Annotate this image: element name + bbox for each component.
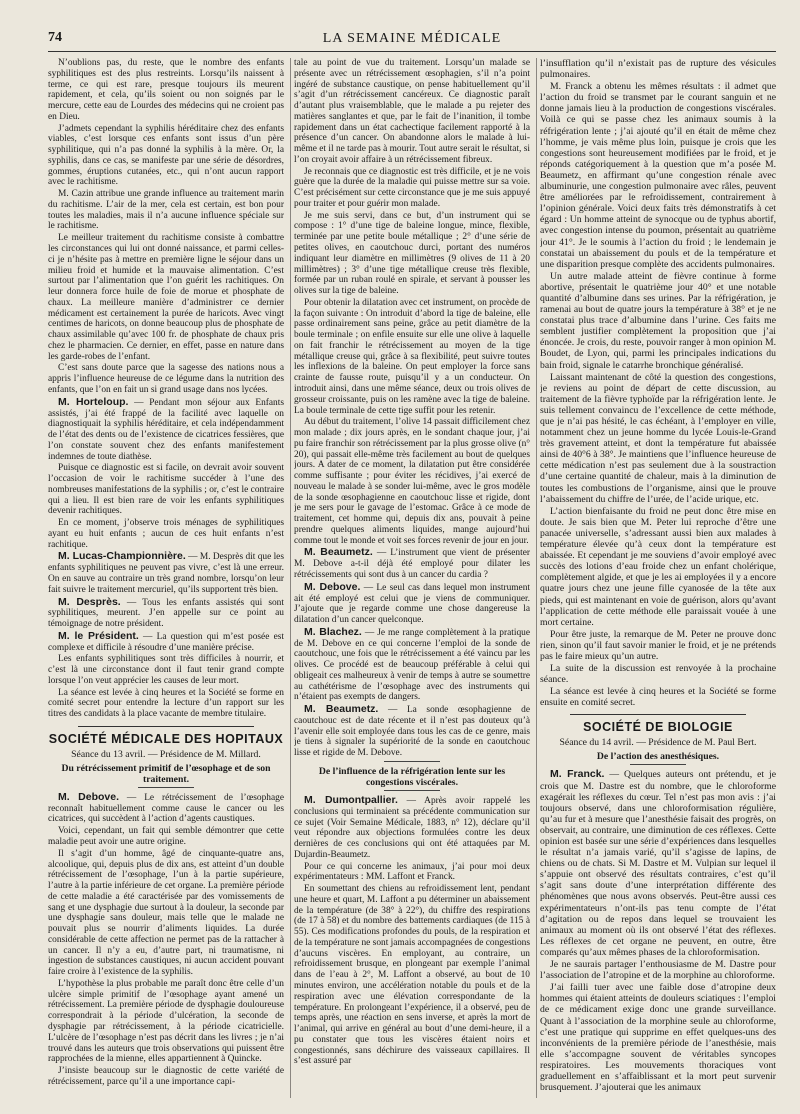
- page-header: [48, 30, 776, 52]
- paragraph-text: M. Franck a obtenu les mêmes résultats : il admet que l’action du froid se transmet par le courant sanguin et ne donne jamais lieu à la production de congestions viscérales. Voilà ce qui se passe chez les animaux soumis à la réfrigération lente ; j’ai ajouté qu’il en était de même chez l’homme, je vais même plus loin, puisque je crois que les congestions sont heureusement modifiées par le froid, et je réponds catégoriquement à la question que m’a posée M. Beaumetz, en affirmant qu’une congestion rénale avec albuminurie, une congestion pulmonaire avec râles, peuvent être améliorées par le refroidissement, contrairement à l’opinion générale. Voici deux faits très démonstratifs à cet égard : Un homme atteint de synocque ou de typhus abortif, avec congestion intense du poumon, présentait au quatrième jour 41°. Je le soumis à l’action du froid ; le lendemain je constatai un abaissement du pouls et de la température et une disparition presque complète des accidents pulmonaires.: [540, 81, 776, 270]
- paragraph-text: Pour obtenir la dilatation avec cet instrument, on procède de la façon suivante : On introduit d’abord la tige de baleine, elle passe ordinairement sans peine, grâce au petit diamètre de la boule terminale ; on enfile ensuite sur elle une olive à laquelle on fait franchir le rétrécissement au moyen de la tige métallique creuse qui, grâce à sa flexibilité, peut suivre toutes les inflexions de la baleine. On peut employer la force sans crainte de fausse route, puisqu’il y a un conducteur. On introduit ainsi, dans une même séance, deux ou trois olives de grosseur croissante, puis on les ramène avec la tige de baleine. La boule terminale de cette tige suffit pour les retenir.: [294, 297, 530, 416]
- session-line: Séance du 14 avril. — Présidence de M. Paul Bert.: [559, 737, 757, 749]
- subtitle-rule: [384, 790, 440, 791]
- session-line: Séance du 13 avril. — Présidence de M. Millard.: [71, 748, 261, 760]
- paragraph: [48, 518, 284, 550]
- paragraph: [48, 826, 284, 848]
- paragraph-text: — Tous les enfants assistés qui sont syphilitiques, meurent. J’en appelle sur ce point au témoignage de notre président.: [48, 597, 284, 630]
- paragraph: [48, 58, 284, 123]
- section-subtitle: De l’action des anesthésiques.: [596, 751, 720, 763]
- subtitle-rule: [630, 764, 686, 765]
- paragraph-text: Le meilleur traitement du rachitisme consiste à combattre les circonstances qui lui ont donné naissance, et parmi celles-ci je n’hésite pas à mettre en première ligne le séjour dans un milieu froid et humide et la mauvaise alimentation. C’est surtout par l’alimentation que l’on guérit les rachitiques. On leur donnera force huile de foie de morue et phosphate de chaux. La meilleure manière d’administrer ce dernier médicament est certainement la purée de haricots. Avec vingt centimes de haricots, on donne beaucoup plus de phosphate de chaux assimilable qu’avec 100 fr. de phosphate de chaux pris chez le pharmacien. Ce dernier, en effet, passe en nature dans les garde-robes de l’enfant.: [48, 233, 284, 362]
- paragraph-text: N’oublions pas, du reste, que le nombre des enfants syphilitiques est des plus restreints. Lorsqu’ils naissent à terme, ce qui est rare, presque toujours ils meurent rapidement, et cela, qu’ils soient ou non soignés par le mercure, cette eau de Lourdes des médecins qui ne croient pas en Dieu.: [48, 58, 284, 122]
- paragraph: [540, 372, 776, 505]
- speaker-name: M. Beaumetz.: [304, 703, 379, 716]
- paragraph-text: M. Cazin attribue une grande influence au traitement marin du rachitisme. L’air de la mer, cela est certain, est bon pour toutes les maladies, mais il n’a aucune influence spéciale sur le rachitisme.: [48, 189, 284, 232]
- paragraph: [48, 631, 284, 654]
- paragraph-text: La séance est levée à cinq heures et la Société se forme en comité secret pour entendre la lecture d’un rapport sur les titres des candidats à la place vacante de membre titulaire.: [48, 687, 284, 720]
- paragraph: [540, 982, 776, 1093]
- paragraph: [540, 506, 776, 628]
- paragraph-text: C’est sans doute parce que la sagesse des nations nous a appris l’influence heureuse de ce légume dans la nutrition des enfants, que l’on en fait un si grand usage dans nos lycées.: [48, 363, 284, 395]
- paragraph: [48, 124, 284, 189]
- paragraph: [294, 627, 530, 703]
- paragraph: [48, 979, 284, 1065]
- paragraph: [48, 688, 284, 720]
- subsection-title: De l’influence de la réfrigération lente sur les congestions viscérales.: [318, 766, 506, 788]
- paragraph: [48, 654, 284, 686]
- paragraph-text: Pour être juste, la remarque de M. Peter ne prouve donc rien, sinon qu’il faut savoir manier le froid, et je ne prétends pas le faire mieux qu’un autre.: [540, 628, 776, 662]
- paragraph-text: Pour ce qui concerne les animaux, j’ai pour moi deux expérimentateurs : MM. Laffont et Franck.: [294, 861, 530, 883]
- paragraph-text: Laissant maintenant de côté la question des congestions, je reviens au point de départ de cette discussion, au traitement de la fièvre typhoïde par la réfrigération lente. Je suis tellement convaincu de l’excellence de cette méthode, que je n’ai pas hésité, le cas échéant, à l’employer en ville, notamment chez un jeune homme du lycée Louis-le-Grand très gravement atteint, et dont la température fut abaissée ainsi de 40°6 à 38°. Je maintiens que l’influence heureuse de cette médication n’est pas seulement due à la soustraction d’une certaine quantité de chaleur, mais à la diminution de toutes les combustions de l’organisme, ainsi que le prouve l’abaissement du chiffre de l’urée, de l’acide urique, etc.: [540, 371, 776, 505]
- paragraph-text: — Après avoir rappelé les conclusions qui terminaient sa précédente communication sur ce sujet (Voir Semaine Médicale, 1883, n° 12), déclare qu’il veut répondre aux objections formulées contre les deux dernières de ces conclusions qui ont été attaquées par M. Dujardin-Beaumetz.: [294, 796, 530, 860]
- paragraph-text: — M. Desprès dit que les enfants syphilitiques ne peuvent pas vivre, c’est là une erreur. On en sauve au contraire un très grand nombre, lorsqu’on leur fait suivre le traitement mercuriel, qu’ils supportent très bien.: [48, 552, 284, 595]
- paragraph: [294, 58, 530, 166]
- paragraph-text: Voici, cependant, un fait qui semble démontrer que cette maladie peut avoir une autre origine.: [48, 826, 284, 847]
- paragraph-text: La suite de la discussion est renvoyée à la prochaine séance.: [540, 663, 776, 686]
- paragraph-text: J’insiste beaucoup sur le diagnostic de cette variété de rétrécissement, parce qu’il a une importance capi-: [48, 1066, 284, 1087]
- section-title: SOCIÉTÉ DE BIOLOGIE: [583, 720, 733, 735]
- paragraph-text: J’ai failli tuer avec une faible dose d’atropine deux hommes qui étaient atteints de douleurs sciatiques : l’emploi de ce médicament exige donc une grande surveillance. Quant à l’association de la morphine seule au chloroforme, c’est une pratique qui supprime en effet quelques-uns des inconvénients de la première période de l’anesthésie, mais elle s’accompagne souvent de véritables syncopes respiratoires. Les mouvements thoraciques vont graduellement en s’affaiblissant et la mort peut survenir brusquement. J’ajouterai que les animaux: [540, 982, 776, 1094]
- paragraph-text: Puisque ce diagnostic est si facile, on devrait avoir souvent l’occasion de voir le rachitisme succéder à l’une des nombreuses manifestations de la syphilis ; or, c’est le contraire qui a lieu. Il est bien rare de voir les enfants syphilitiques devenir rachitiques.: [48, 463, 284, 517]
- text-columns: [48, 58, 776, 1098]
- paragraph-text: Au début du traitement, l’olive 14 passait difficilement chez mon malade ; dix jours après, en le sondant chaque jour, j’ai pu faire franchir son rétrécissement par la plus grosse olive (n° 20), qui passait elle-même très facilement au bout de quelques jours. A dater de ce moment, la dilatation put être considérée comme suffisante ; pour éviter les récidives, j’ai exercé de nouveau le malade à se sonder lui-même, avec le gros modèle de la sonde œsophagienne en caoutchouc lisse et rigide, dont je me sers pour le gavage de l’estomac. Grâce à ce mode de traitement, cet homme qui, depuis dix ans, pouvait à peine prendre quelques aliments liquides, mange aujourd’hui comme tout le monde et voit ses forces revenir de jour en jour.: [294, 417, 530, 546]
- paragraph: [48, 233, 284, 362]
- speaker-name: M. Debove.: [58, 790, 119, 803]
- column-3: [540, 58, 776, 1098]
- paragraph: [294, 862, 530, 884]
- paragraph: [294, 884, 530, 1067]
- paragraph-text: l’insufflation qu’il n’existait pas de rupture des vésicules pulmonaires.: [540, 58, 776, 81]
- paragraph-text: En soumettant des chiens au refroidissement lent, pendant une heure et quart, M. Laffont a pu déterminer un abaissement de la température (de 38° à 22°), du chiffre des respirations (de 17 à 58) et du nombre des battements cardiaques (de 115 à 55). Ces modifications profondes du pouls, de la respiration et de la température ne sont jamais accompagnées de congestions d’aucuns viscères. En employant, au contraire, un refroidissement brusque, en plongeant par exemple l’animal dans de l’eau à 2°, M. Laffont a observé, au bout de 10 minutes environ, une accélération notable du pouls et de la respiration avec une élévation correspondante de la température. En prolongeant l’expérience, il a observé, peu de temps après, une réaction en sens inverse, et après la mort de l’animal, qui arrive en général au bout d’une demi-heure, il a pu constater que tous les viscères étaient noirs et congestionnés, sans déchirure des vaisseaux capillaires. Il s’est assuré par: [294, 884, 530, 1067]
- paragraph: [48, 1066, 284, 1088]
- paragraph-text: — La sonde œsophagienne de caoutchouc est de date récente et il n’est pas douteux qu’à l’avenir elle soit employée dans tous les cas de ce genre, mais je tiens à signaler la supériorité de la sonde en caoutchouc lisse et rigide de M. Debove.: [294, 705, 530, 759]
- section-rule: [78, 726, 254, 727]
- paragraph: [540, 81, 776, 270]
- paragraph-text: En ce moment, j’observe trois ménages de syphilitiques ayant eu huit enfants ; aucun de ces huit enfants n’est rachitique.: [48, 518, 284, 550]
- column-1: [48, 58, 284, 1098]
- speaker-name: M. Horteloup.: [58, 395, 129, 408]
- speaker-name: M. Dumontpallier.: [304, 794, 398, 806]
- paragraph-text: L’hypothèse la plus probable me paraît donc être celle d’un ulcère simple primitif de l’œsophage ayant amené un rétrécissement. La première période de dysphagie douloureuse correspondrait à la période d’ulcération, la seconde de dysphagie par rétrécissement, à la période cicatricielle. L’ulcère de l’œsophage n’est pas décrit dans les livres ; je n’ai trouvé dans les auteurs que trois observations qui puissent être rapprochées de la mienne, elles appartiennent à Quincke.: [48, 978, 284, 1065]
- subtitle-rule: [138, 787, 194, 788]
- paragraph-text: — Le seul cas dans lequel mon instrument ait été employé est celui que je viens de communiquer. J’ajoute que je regarde comme une chose dangereuse la dilatation d’un cancer quelconque.: [294, 582, 530, 626]
- paragraph: [48, 189, 284, 232]
- paragraph-text: Je reconnais que ce diagnostic est très difficile, et je ne vois guère que la durée de la maladie qui puisse mettre sur sa voie. C’est précisément sur cette circonstance que je me suis appuyé pour traiter et pour guérir mon malade.: [294, 166, 530, 209]
- paragraph-text: — La question qui m’est posée est complexe et difficile à résoudre d’une manière précise.: [48, 631, 284, 653]
- paragraph: [294, 547, 530, 580]
- section-rule: [570, 714, 746, 715]
- paragraph-text: Il s’agit d’un homme, âgé de cinquante-quatre ans, alcoolique, qui, depuis plus de dix ans, est atteint d’un double rétrécissement de l’œsophage, l’un à la partie supérieure, l’autre à la partie inférieure de cet organe. La première période de cette maladie a été caractérisée par des vomissements de sang et une dysphagie due surtout à la douleur, la seconde par une dysphagie sans douleur, mais telle que le malade ne pouvait plus se nourrir d’aliments liquides. La durée considérable de cette affection ne permet pas de la rattacher à un cancer. Il n’y a eu, d’autre part, ni traumatisme, ni ingestion de substances caustiques, ni aucun accident pouvant faire croire à l’existence de la syphilis.: [48, 848, 284, 978]
- paragraph: [540, 769, 776, 958]
- header-rule: [48, 51, 776, 52]
- paragraph: [294, 704, 530, 759]
- section-subtitle: Du rétrécissement primitif de l’œsophage et de son traitement.: [61, 762, 271, 785]
- paragraph: [48, 363, 284, 395]
- paragraph: [540, 629, 776, 662]
- paragraph: [48, 551, 284, 595]
- paragraph-text: L’action bienfaisante du froid ne peut donc être mise en doute. Je sais bien que M. Peter lui reproche d’être une panacée universelle, s’adressant aussi bien aux malades à température élevée qu’à ceux dont la température est abaissée. Et cependant je me souviens d’avoir employé avec succès des lotions d’eau froide chez un enfant cholérique, complètement algide, et que je les ai employées il y a encore quatre jours chez une jeune fille cyanosée de la tête aux pieds, qui est maintenant en voie de guérison, alors qu’avant l’application de cette méthode elle paraissait vouée à une mort certaine.: [540, 505, 776, 628]
- subtitle-rule: [384, 761, 440, 762]
- paragraph: [540, 686, 776, 708]
- paragraph: [294, 795, 530, 861]
- paragraph: [540, 959, 776, 981]
- paragraph-text: Je ne saurais partager l’enthousiasme de M. Dastre pour l’association de l’atropine et de la morphine au chloroforme.: [540, 959, 776, 982]
- page-number: 74: [48, 30, 62, 45]
- paragraph-text: Un autre malade atteint de fièvre continue à forme abortive, présentait le quatrième jour 40° et une notable quantité d’albumine dans ses urines. Par la réfrigération, je ramenai au bout de quatre jours la température à 38° et je ne constatai plus trace d’albumine dans l’urine. Ces faits me semblent justifier complètement la proposition que j’ai énoncée. Je crois, du reste, pouvoir ranger à mon opinion M. Boudet, de Lyon, qui, parmi les principales indications du bain froid, signale le catarrhe bronchique généralisé.: [540, 270, 776, 371]
- speaker-name: M. le Président.: [58, 629, 139, 642]
- paragraph: [294, 167, 530, 210]
- paragraph: [48, 792, 284, 825]
- paragraph: [540, 663, 776, 685]
- paragraph: [48, 597, 284, 630]
- column-2: [294, 58, 530, 1098]
- paragraph-text: — Pendant mon séjour aux Enfants assistés, j’ai été frappé de la facilité avec laquelle on diagnostiquait la syphilis héréditaire, et cela indépendamment de l’état des dents ou de l’existence de cicatrices fessières, que l’on constate souvent chez des enfants manifestement indemnes de toute diathèse.: [48, 397, 284, 462]
- speaker-name: M. Debove.: [304, 580, 361, 593]
- paragraph-text: — Le rétrécissement de l’œsophage reconnaît habituellement comme cause le cancer ou les cicatrices, qui succèdent à l’action d’agents caustiques.: [48, 792, 284, 825]
- paragraph: [540, 58, 776, 80]
- paragraph: [294, 211, 530, 297]
- paragraph-text: J’admets cependant la syphilis héréditaire chez des enfants viables, c’est lorsque ces enfants sont issus d’un père syphilitique, qui n’a pas donné la syphilis à la mère. Or, la syphilis, dans ce cas, se manifeste par une série de désordres, gommes, éruptions cutanées, etc., qui n’ont aucun rapport avec le rachitisme.: [48, 123, 284, 188]
- paragraph-text: — Je me range complètement à la pratique de M. Debove en ce qui concerne l’emploi de la sonde de caoutchouc, une fois que le rétrécissement a été vaincu par les olives. Ce procédé est de beaucoup préférable à celui qui obligeait ces malheureux à venir de temps à autre se soumettre au cathétérisme de l’œsophage avec des instruments qui n’étaient pas exempts de dangers.: [294, 627, 530, 703]
- paragraph: [48, 463, 284, 517]
- paragraph: [294, 417, 530, 546]
- journal-title: LA SEMAINE MÉDICALE: [322, 31, 502, 46]
- paragraph: [294, 298, 530, 416]
- paragraph-text: — Quelques auteurs ont prétendu, et je crois que M. Dastre est du nombre, que le chloroforme exagérait les réflexes du cœur. Tel n’est pas mon avis : j’ai toujours observé, dans une chloroformisation régulière, qu’au fur et à mesure que l’anesthésie faisait des progrès, on observait, au contraire, une diminution de ces réflexes. Cette opinion est basée sur une série d’expériences dans lesquelles le résultat n’a jamais varié, qu’il s’agisse de lapins, de chiens ou de chats. Si M. Dastre et M. Vulpian sur lequel il s’appuie ont observé des résultats contraires, c’est qu’il s’agit sans doute d’une interprétation différente des phénomènes que nous avons observés. Peut-être aussi ces expérimentateurs n’ont-ils pas tenu compte de l’état d’agitation ou de repos dans lequel se trouvaient les animaux au moment où ils ont observé l’état des réflexes. Les réflexes de cet organe ne peuvent, en outre, être comparés qu’aux mêmes phases de la chloroformisation.: [540, 769, 776, 958]
- paragraph-text: — L’instrument que vient de présenter M. Debove a-t-il déjà été employé pour dilater les rétrécissements qui sont dus à un cancer du cardia ?: [294, 548, 530, 580]
- paragraph: [294, 582, 530, 626]
- paragraph-text: La séance est levée à cinq heures et la Société se forme ensuite en comité secret.: [540, 686, 776, 709]
- speaker-name: M. Franck.: [550, 768, 605, 781]
- paragraph: [540, 271, 776, 371]
- paragraph-text: Les enfants syphilitiques sont très difficiles à nourrir, et c’est là une circonstance dont il faut tenir grand compte lorsque l’on veut apprécier les causes de leur mort.: [48, 654, 284, 686]
- speaker-name: M. Lucas-Championnière.: [58, 550, 186, 563]
- section-title: SOCIÉTÉ MÉDICALE DES HOPITAUX: [48, 731, 284, 746]
- speaker-name: M. Beaumetz.: [304, 546, 373, 559]
- speaker-name: M. Desprès.: [58, 595, 121, 608]
- speaker-name: M. Blachez.: [304, 625, 362, 638]
- paragraph: [48, 849, 284, 978]
- paragraph-text: Je me suis servi, dans ce but, d’un instrument qui se compose : 1° d’une tige de baleine longue, mince, flexible, terminée par une petite boule métallique ; 2° d’une série de petites olives, en caoutchouc durci, portant des numéros indiquant leur diamètre en millimètres (9 olives de 11 à 20 millimètres) ; 3° d’une tige métallique creuse très flexible, formée par un ruban roulé en spirale, et servant à pousser les olives sur la tige de baleine.: [294, 210, 530, 297]
- paragraph-text: tale au point de vue du traitement. Lorsqu’un malade se présente avec un rétrécissement œsophagien, s’il n’a point ingéré de substance caustique, on pense habituellement qu’il s’agit d’un rétrécissement cancéreux. Ce diagnostic paraît d’autant plus vraisemblable, que le malade a pu rejeter des matières sanglantes et que, par le fait de l’inanition, il tombe rapidement dans un état cachectique facilement rapporté à la présence d’un cancer. On abandonne alors le malade à lui-même et il ne tarde pas à mourir. Tout autre serait le résultat, si l’on croyait avoir affaire à un rétrécissement fibreux.: [294, 58, 530, 165]
- paragraph: [48, 397, 284, 463]
